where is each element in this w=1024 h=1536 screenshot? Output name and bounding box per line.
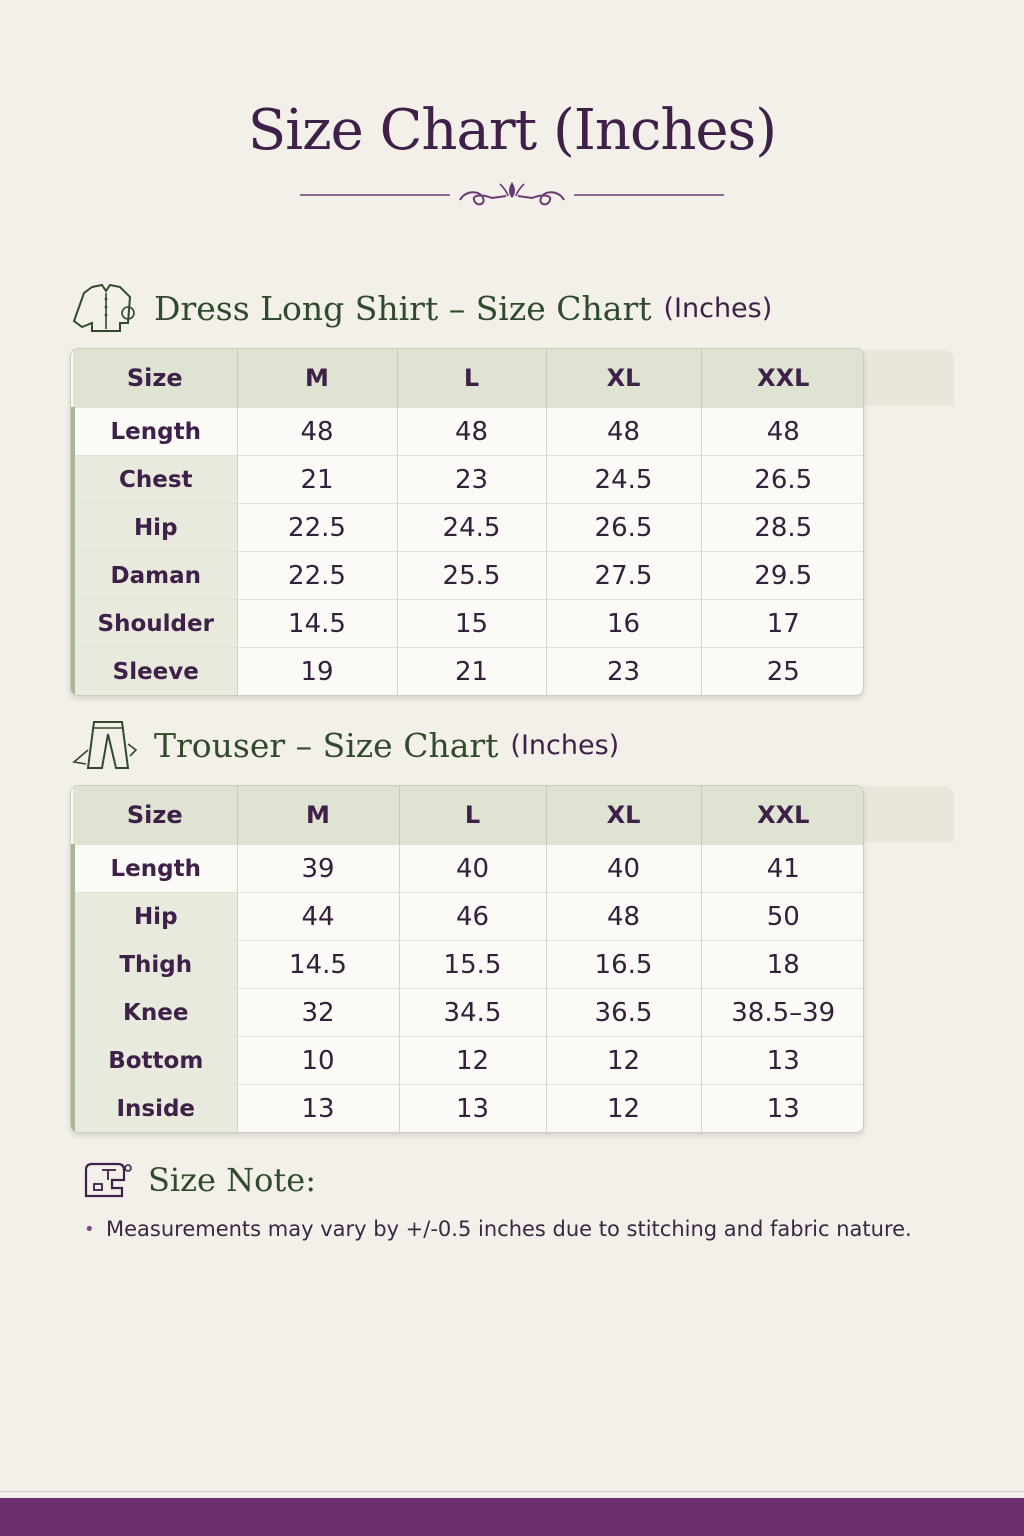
- column-header: M: [237, 786, 399, 845]
- row-label: Length: [73, 408, 237, 456]
- table-header-row: [73, 786, 864, 845]
- table-cell: 27.5: [546, 552, 701, 600]
- table-cell: 50: [701, 893, 864, 941]
- table-row: [73, 989, 864, 1037]
- table-row: [73, 941, 864, 989]
- row-label: Thigh: [73, 941, 237, 989]
- row-label: Bottom: [73, 1037, 237, 1085]
- table-row: [73, 1085, 864, 1133]
- row-label: Length: [73, 845, 237, 893]
- shirt-section-unit: (Inches): [663, 292, 773, 324]
- list-item: [84, 1214, 934, 1245]
- table-cell: 16: [546, 600, 701, 648]
- shirt-icon: [70, 283, 140, 333]
- table-cell: 40: [399, 845, 546, 893]
- column-header: L: [397, 349, 546, 408]
- column-header: L: [399, 786, 546, 845]
- table-cell: 32: [237, 989, 399, 1037]
- table-cell: 14.5: [237, 941, 399, 989]
- table-cell: 48: [546, 408, 701, 456]
- trouser-section-heading: [70, 720, 619, 770]
- trouser-icon: [70, 720, 140, 770]
- column-header: XL: [546, 349, 701, 408]
- table-cell: 26.5: [546, 504, 701, 552]
- table-cell: 13: [399, 1085, 546, 1133]
- size-note-title: Size Note:: [148, 1161, 316, 1199]
- table-row: [73, 456, 864, 504]
- table-row: [73, 845, 864, 893]
- table-cell: 21: [237, 456, 397, 504]
- bullet-icon: •: [84, 1219, 95, 1240]
- table-cell: 48: [546, 893, 701, 941]
- trouser-section-unit: (Inches): [510, 729, 620, 761]
- table-cell: 34.5: [399, 989, 546, 1037]
- size-note-heading: [82, 1160, 316, 1200]
- table-cell: 38.5–39: [701, 989, 864, 1037]
- table-row: [73, 408, 864, 456]
- table-cell: 19: [237, 648, 397, 696]
- note-text: Measurements may vary by +/-0.5 inches due to stitching and fabric nature.: [106, 1217, 912, 1241]
- table-cell: 28.5: [701, 504, 864, 552]
- table-cell: 41: [701, 845, 864, 893]
- sewing-machine-icon: [82, 1160, 132, 1200]
- table-row: [73, 600, 864, 648]
- table-cell: 23: [397, 456, 546, 504]
- row-label: Chest: [73, 456, 237, 504]
- table-cell: 23: [546, 648, 701, 696]
- trouser-size-table: [70, 785, 864, 1133]
- column-header: XXL: [701, 349, 864, 408]
- table-cell: 15.5: [399, 941, 546, 989]
- table-cell: 48: [701, 408, 864, 456]
- table-cell: 16.5: [546, 941, 701, 989]
- footer-bar: [0, 1498, 1024, 1536]
- table-cell: 24.5: [546, 456, 701, 504]
- table-cell: 14.5: [237, 600, 397, 648]
- table-cell: 21: [397, 648, 546, 696]
- table-cell: 29.5: [701, 552, 864, 600]
- table-cell: 15: [397, 600, 546, 648]
- table-cell: 26.5: [701, 456, 864, 504]
- table-cell: 44: [237, 893, 399, 941]
- table-cell: 39: [237, 845, 399, 893]
- table-cell: 17: [701, 600, 864, 648]
- shirt-section-title: Dress Long Shirt – Size Chart: [154, 288, 652, 328]
- table-cell: 48: [237, 408, 397, 456]
- shirt-size-table: [70, 348, 864, 696]
- row-label: Hip: [73, 504, 237, 552]
- table-cell: 25: [701, 648, 864, 696]
- decorative-flourish-icon: [300, 178, 724, 212]
- table-cell: 12: [546, 1085, 701, 1133]
- row-label: Knee: [73, 989, 237, 1037]
- table-row: [73, 552, 864, 600]
- table-cell: 40: [546, 845, 701, 893]
- table-cell: 13: [701, 1085, 864, 1133]
- page-title: Size Chart (Inches): [247, 98, 777, 163]
- table-cell: 12: [546, 1037, 701, 1085]
- table-cell: 24.5: [397, 504, 546, 552]
- table-cell: 12: [399, 1037, 546, 1085]
- table-cell: 36.5: [546, 989, 701, 1037]
- table-backdrop: [862, 350, 954, 406]
- table-cell: 48: [397, 408, 546, 456]
- row-label: Daman: [73, 552, 237, 600]
- footer-divider: [0, 1491, 1024, 1492]
- size-note-list: [84, 1214, 934, 1245]
- row-label: Hip: [73, 893, 237, 941]
- column-header: M: [237, 349, 397, 408]
- table-row: [73, 504, 864, 552]
- table-cell: 10: [237, 1037, 399, 1085]
- table-row: [73, 1037, 864, 1085]
- table-cell: 13: [237, 1085, 399, 1133]
- table-row: [73, 648, 864, 696]
- table-row: [73, 893, 864, 941]
- row-label: Inside: [73, 1085, 237, 1133]
- column-header: Size: [73, 349, 237, 408]
- trouser-section-title: Trouser – Size Chart: [154, 725, 499, 765]
- table-cell: 25.5: [397, 552, 546, 600]
- table-cell: 22.5: [237, 552, 397, 600]
- column-header: XL: [546, 786, 701, 845]
- column-header: XXL: [701, 786, 864, 845]
- column-header: Size: [73, 786, 237, 845]
- table-cell: 13: [701, 1037, 864, 1085]
- table-backdrop: [862, 786, 954, 842]
- row-label: Shoulder: [73, 600, 237, 648]
- table-header-row: [73, 349, 864, 408]
- row-label: Sleeve: [73, 648, 237, 696]
- table-cell: 22.5: [237, 504, 397, 552]
- table-cell: 46: [399, 893, 546, 941]
- table-cell: 18: [701, 941, 864, 989]
- shirt-section-heading: [70, 283, 772, 333]
